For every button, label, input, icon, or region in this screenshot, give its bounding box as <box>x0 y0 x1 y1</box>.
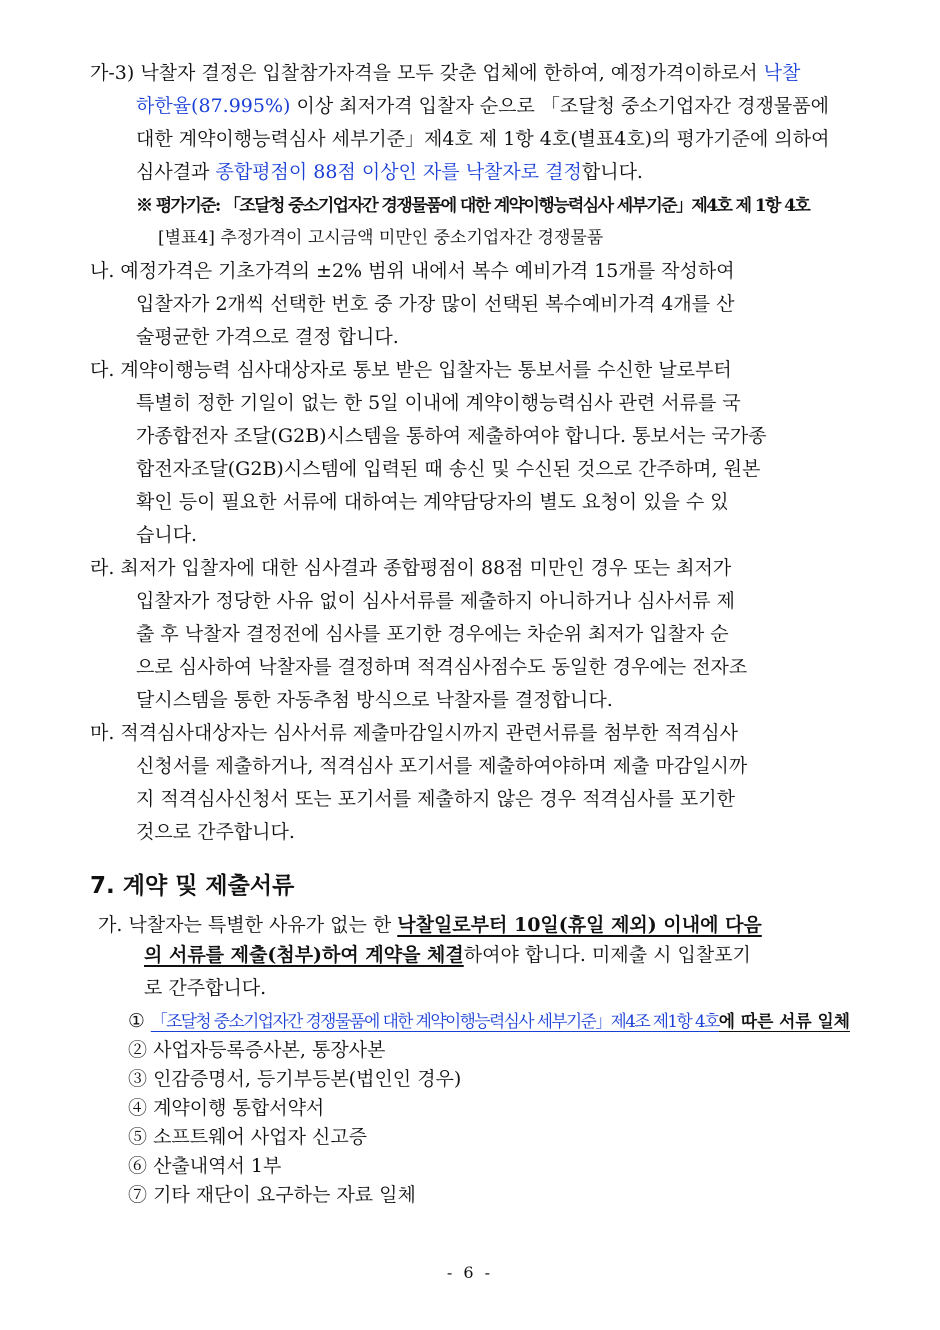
s7-ga-line-2: 의 서류를 제출(첨부)하여 계약을 체결하여야 합니다. 미제출 시 입찰포기 <box>144 944 751 966</box>
document-list-item: ② 사업자등록증사본, 통장사본 <box>128 1039 386 1061</box>
section-heading: 7. 계약 및 제출서류 <box>90 873 295 899</box>
highlight-text: 낙찰 <box>763 62 801 84</box>
item-number: ⑤ <box>128 1126 148 1148</box>
da-line-6: 습니다. <box>136 524 198 546</box>
da-line-2: 특별히 정한 기일이 없는 한 5일 이내에 계약이행능력심사 관련 서류를 국 <box>136 392 741 414</box>
highlight-text: 「조달청 중소기업자간 경쟁물품에 대한 계약이행능력심사 세부기준」제4조 제1항 4호 <box>150 1012 719 1032</box>
na-line-1: 나. 예정가격은 기초가격의 ±2% 범위 내에서 복수 예비가격 15개를 작성하여 <box>90 260 735 282</box>
ma-line-1: 마. 적격심사대상자는 심사서류 제출마감일시까지 관련서류를 첨부한 적격심사 <box>90 722 738 744</box>
ra-line-2: 입찰자가 정당한 사유 없이 심사서류를 제출하지 아니하거나 심사서류 제 <box>136 590 735 612</box>
document-list-item <box>128 1008 850 1035</box>
emphasis-text: 의 서류를 제출(첨부)하여 계약을 체결 <box>144 944 464 966</box>
ma-line-2: 신청서를 제출하거나, 적격심사 포기서를 제출하여야하며 제출 마감일시까 <box>136 755 748 777</box>
document-list-item: ③ 인감증명서, 등기부등본(법인인 경우) <box>128 1068 462 1090</box>
s7-ga-line-3: 로 간주합니다. <box>144 977 267 999</box>
highlight-text: 하한율(87.995%) <box>136 95 291 117</box>
page-number: - 6 - <box>446 1263 494 1282</box>
item-number: ⑥ <box>128 1155 148 1177</box>
document-list-item: ⑥ 산출내역서 1부 <box>128 1155 282 1177</box>
highlight-text: 종합평점이 88점 이상인 자를 낙찰자로 결정 <box>215 161 582 183</box>
ma-line-3: 지 적격심사신청서 또는 포기서를 제출하지 않은 경우 적격심사를 포기한 <box>136 788 735 810</box>
da-line-5: 확인 등이 필요한 서류에 대하여는 계약담당자의 별도 요청이 있을 수 있 <box>136 491 729 513</box>
da-line-3: 가종합전자 조달(G2B)시스템을 통하여 제출하여야 합니다. 통보서는 국가종 <box>136 425 767 447</box>
na-line-3: 술평균한 가격으로 결정 합니다. <box>136 326 399 348</box>
emphasis-text: 에 따른 서류 일체 <box>718 1012 850 1032</box>
document-list-item: ⑤ 소프트웨어 사업자 신고증 <box>128 1126 368 1148</box>
item-number: ① <box>128 1010 145 1032</box>
ra-line-4: 으로 심사하여 낙찰자를 결정하며 적격심사점수도 동일한 경우에는 전자조 <box>136 656 748 678</box>
document-list-item: ④ 계약이행 통합서약서 <box>128 1097 325 1119</box>
item-number: ④ <box>128 1097 148 1119</box>
ga3-line-4: 심사결과 종합평점이 88점 이상인 자를 낙찰자로 결정합니다. <box>136 161 643 183</box>
item-number: ② <box>128 1039 148 1061</box>
evaluation-note-line-2: [별표4] 추정가격이 고시금액 미만인 중소기업자간 경쟁물품 <box>158 228 604 248</box>
ma-line-4: 것으로 간주합니다. <box>136 821 295 843</box>
document-list-item: ⑦ 기타 재단이 요구하는 자료 일체 <box>128 1184 416 1206</box>
ga3-line-3: 대한 계약이행능력심사 세부기준」제4호 제 1항 4호(별표4호)의 평가기준에 의하여 <box>136 128 830 150</box>
emphasis-text: 낙찰일로부터 10일(휴일 제외) 이내에 다음 <box>397 914 762 936</box>
ga3-line-2: 하한율(87.995%) 이상 최저가격 입찰자 순으로 「조달청 중소기업자간 경쟁물품에 <box>136 95 829 117</box>
ga3-line-1: 가-3) 낙찰자 결정은 입찰참가자격을 모두 갖춘 업체에 한하여, 예정가격이하로서 낙찰 <box>90 62 801 84</box>
item-number: ⑦ <box>128 1184 148 1206</box>
s7-ga-line-1: 가. 낙찰자는 특별한 사유가 없는 한 낙찰일로부터 10일(휴일 제외) 이내에 다음 <box>98 914 762 936</box>
ra-line-1: 라. 최저가 입찰자에 대한 심사결과 종합평점이 88점 미만인 경우 또는 최저가 <box>90 557 732 579</box>
ra-line-5: 달시스템을 통한 자동추첨 방식으로 낙찰자를 결정합니다. <box>136 689 613 711</box>
na-line-2: 입찰자가 2개씩 선택한 번호 중 가장 많이 선택된 복수예비가격 4개를 산 <box>136 293 735 315</box>
item-number: ③ <box>128 1068 148 1090</box>
da-line-4: 합전자조달(G2B)시스템에 입력된 때 송신 및 수신된 것으로 간주하며, 원본 <box>136 458 761 480</box>
evaluation-note-line-1: ※ 평가기준: 「조달청 중소기업자간 경쟁물품에 대한 계약이행능력심사 세부기준」제4호 제 1항 4호 <box>136 196 810 216</box>
ra-line-3: 출 후 낙찰자 결정전에 심사를 포기한 경우에는 차순위 최저가 입찰자 순 <box>136 623 729 645</box>
da-line-1: 다. 계약이행능력 심사대상자로 통보 받은 입찰자는 통보서를 수신한 날로부터 <box>90 359 732 381</box>
